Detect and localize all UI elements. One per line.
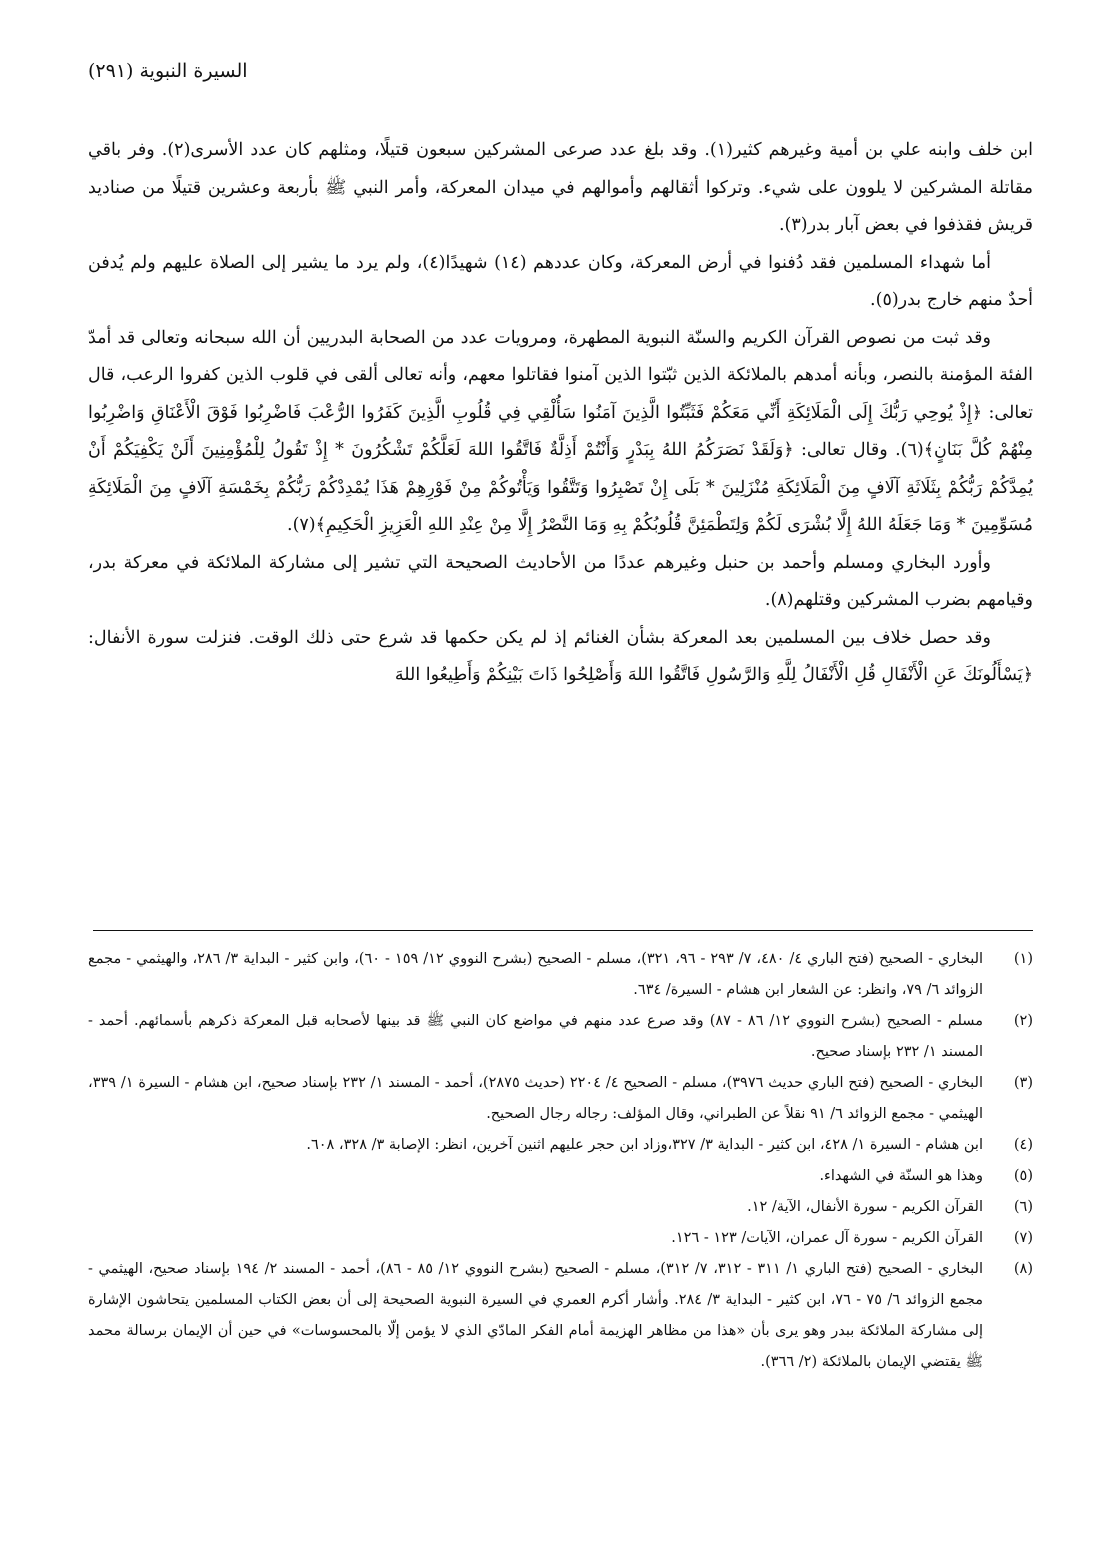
footnote-divider (93, 930, 1033, 931)
footnote-number: (٨) (1013, 1261, 1033, 1277)
footnote-5 (88, 1161, 1033, 1192)
paragraph-3-text-middle: (٦). وقال تعالى: (793, 440, 924, 460)
paragraph-3 (88, 320, 1033, 545)
quran-verse-anfal-12: ﴿إِذْ يُوحِي رَبُّكَ إِلَى الْمَلَائِكَةِ أَنِّي مَعَكُمْ فَثَبِّتُوا الَّذِينَ آمَنُوا سَأُلْقِي فِي قُلُوبِ الَّذِينَ كَفَرُوا الرُّعْبَ فَاضْرِبُوا فَوْقَ الْأَعْنَاقِ وَاضْرِبُوا مِنْهُمْ كُلَّ بَنَانٍ﴾ (88, 402, 1033, 460)
footnote-text: ابن هشام - السيرة ١/ ٤٢٨، ابن كثير - البداية ٣/ ٣٢٧،وزاد ابن حجر عليهم اثنين آخرين، انظر: الإصابة ٣/ ٣٢٨، ٦٠٨. (306, 1137, 983, 1153)
paragraph-1: ابن خلف وابنه علي بن أمية وغيرهم كثير(١). وقد بلغ عدد صرعى المشركين سبعون قتيلًا، ومثلهم كان عدد الأسرى(٢). وفر باقي مقاتلة المشركين لا يلوون على شيء. وتركوا أثقالهم وأموالهم في ميدان المعركة، وأمر النبي ﷺ بأربعة وعشرين قتيلًا من صناديد قريش فقذفوا في بعض آبار بدر(٣). (88, 140, 1033, 235)
quran-verse-anfal-1: ﴿يَسْأَلُونَكَ عَنِ الْأَنْفَالِ قُلِ الْأَنْفَالُ لِلَّهِ وَالرَّسُولِ فَاتَّقُوا اللهَ وَأَصْلِحُوا ذَاتَ بَيْنِكُمْ وَأَطِيعُوا اللهَ (394, 665, 1033, 685)
footnote-7 (88, 1223, 1033, 1254)
paragraph-5-text-before: وقد حصل خلاف بين المسلمين بعد المعركة بشأن الغنائم إذ لم يكن حكمها قد شرع حتى ذلك الوقت. فنزلت سورة الأنفال: (88, 627, 991, 648)
footnote-number: (٣) (1013, 1075, 1033, 1091)
footnote-text: القرآن الكريم - سورة آل عمران، الآيات/ ١٢٣ - ١٢٦. (671, 1230, 983, 1246)
footnote-4 (88, 1130, 1033, 1161)
footnote-text: البخاري - الصحيح (فتح الباري ١/ ٣١١ - ٣١٢، ٧/ ٣١٢)، مسلم - الصحيح (بشرح النووي ١٢/ ٨٥ - ٨٦)، أحمد - المسند ٢/ ١٩٤ بإسناد صحيح، الهيثمي - مجمع الزوائد ٦/ ٧٥ - ٧٦، ابن كثير - البداية ٣/ ٢٨٤. وأشار أكرم العمري في السيرة النبوية الصحيحة إلى أن بعض الكتاب المسلمين يتحاشون الإشارة إلى مشاركة الملائكة ببدر وهو يرى بأن «هذا من مظاهر الهزيمة أمام الفكر المادّي الذي لا يؤمن إلّا بالمحسوسات» في حين أن الإيمان برسالة محمد ﷺ يقتضي الإيمان بالملائكة (٢/ ٣٦٦). (88, 1261, 983, 1370)
footnote-number: (٢) (1013, 1013, 1033, 1029)
footnote-number: (١) (1013, 951, 1033, 967)
main-text (88, 132, 1033, 695)
quran-verse-al-imran-123-126: ﴿وَلَقَدْ نَصَرَكُمُ اللهُ بِبَدْرٍ وَأَنْتُمْ أَذِلَّةٌ فَاتَّقُوا اللهَ لَعَلَّكُمْ تَشْكُرُونَ * إِذْ تَقُولُ لِلْمُؤْمِنِينَ أَلَنْ يَكْفِيَكُمْ أَنْ يُمِدَّكُمْ رَبُّكُمْ بِثَلَاثَةِ آلَافٍ مِنَ الْمَلَائِكَةِ مُنْزَلِينَ * بَلَى إِنْ تَصْبِرُوا وَتَتَّقُوا وَيَأْتُوكُمْ مِنْ فَوْرِهِمْ هَذَا يُمْدِدْكُمْ رَبُّكُمْ بِخَمْسَةِ آلَافٍ مِنَ الْمَلَائِكَةِ مُسَوِّمِينَ * وَمَا جَعَلَهُ اللهُ إِلَّا بُشْرَى لَكُمْ وَلِتَطْمَئِنَّ قُلُوبُكُمْ بِهِ وَمَا النَّصْرُ إِلَّا مِنْ عِنْدِ اللهِ الْعَزِيزِ الْحَكِيمِ﴾ (88, 440, 1033, 535)
footnote-text: وهذا هو السنّة في الشهداء. (819, 1168, 983, 1184)
footnotes-list (88, 944, 1033, 1378)
footnote-number: (٦) (1013, 1199, 1033, 1215)
footnote-text: القرآن الكريم - سورة الأنفال، الآية/ ١٢. (747, 1199, 983, 1215)
footnote-text: البخاري - الصحيح (فتح الباري حديث ٣٩٧٦)، مسلم - الصحيح ٤/ ٢٢٠٤ (حديث ٢٨٧٥)، أحمد - المسند ١/ ٢٣٢ بإسناد صحيح، ابن هشام - السيرة ١/ ٣٣٩، الهيثمي - مجمع الزوائد ٦/ ٩١ نقلاً عن الطبراني، وقال المؤلف: رجاله رجال الصحيح. (88, 1075, 983, 1122)
footnote-6 (88, 1192, 1033, 1223)
footnote-3 (88, 1068, 1033, 1130)
paragraph-4: وأورد البخاري ومسلم وأحمد بن حنبل وغيرهم عددًا من الأحاديث الصحيحة التي تشير إلى مشاركة الملائكة في معركة بدر، وقيامهم بضرب المشركين وقتلهم(٨). (88, 552, 1033, 610)
footnote-2 (88, 1006, 1033, 1068)
footnote-text: مسلم - الصحيح (بشرح النووي ١٢/ ٨٦ - ٨٧) وقد صرع عدد منهم في مواضع كان النبي ﷺ قد بينها لأصحابه قبل المعركة ذكرهم بأسمائهم. أحمد - المسند ١/ ٢٣٢ بإسناد صحيح. (88, 1013, 983, 1060)
paragraph-2: أما شهداء المسلمين فقد دُفنوا في أرض المعركة، وكان عددهم (١٤) شهيدًا(٤)، ولم يرد ما يشير إلى الصلاة عليهم ولم يُدفن أحدٌ منهم خارج بدر(٥). (88, 252, 1033, 310)
running-head: السيرة النبوية (٢٩١) (88, 60, 248, 82)
paragraph-3-text-before: وقد ثبت من نصوص القرآن الكريم والسنّة النبوية المطهرة، ومرويات عدد من الصحابة البدريين أن الله سبحانه وتعالى قد أمدّ الفئة المؤمنة بالنصر، وبأنه أمدهم بالملائكة الذين ثبّتوا الذين آمنوا فقاتلوا معهم، وأنه تعالى ألقى في قلوب الذين كفروا الرعب، قال تعالى: (88, 327, 1033, 423)
footnote-1 (88, 944, 1033, 1006)
footnote-number: (٥) (1013, 1168, 1033, 1184)
footnote-number: (٤) (1013, 1137, 1033, 1153)
paragraph-3-text-after: (٧). (287, 515, 316, 535)
paragraph-5 (88, 620, 1033, 695)
footnote-8 (88, 1254, 1033, 1378)
footnote-text: البخاري - الصحيح (فتح الباري ٤/ ٤٨٠، ٧/ ٢٩٣ - ٩٦، ٣٢١)، مسلم - الصحيح (بشرح النووي ١٢/ ١٥٩ - ٦٠)، وابن كثير - البداية ٣/ ٢٨٦، والهيثمي - مجمع الزوائد ٦/ ٧٩، وانظر: عن الشعار ابن هشام - السيرة/ ٦٣٤. (88, 951, 984, 998)
footnote-number: (٧) (1013, 1230, 1033, 1246)
